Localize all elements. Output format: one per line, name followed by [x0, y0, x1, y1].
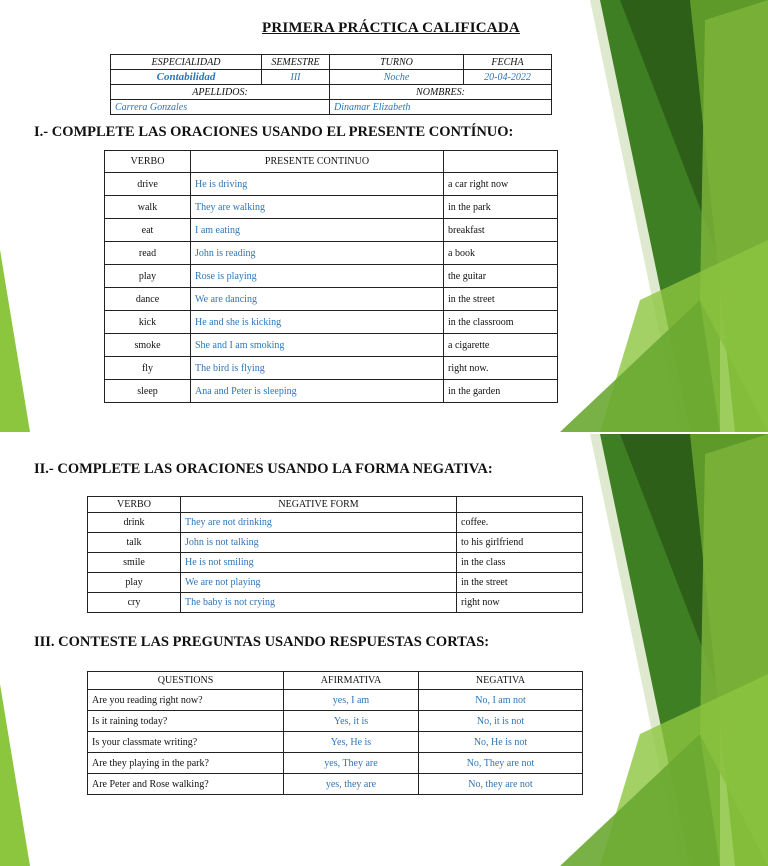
- col-header-verbo: VERBO: [88, 497, 181, 513]
- answer-cell: He is driving: [191, 173, 444, 196]
- verb-cell: drink: [88, 513, 181, 533]
- col-header-questions: QUESTIONS: [88, 672, 284, 690]
- answer-cell: I am eating: [191, 219, 444, 242]
- student-info-table: [110, 54, 552, 115]
- col-header-negative-form: NEGATIVE FORM: [181, 497, 457, 513]
- table-row: [105, 311, 558, 334]
- section-3-heading: III. CONTESTE LAS PREGUNTAS USANDO RESPUESTAS CORTAS:: [34, 634, 490, 650]
- slide-1: [0, 0, 768, 432]
- apellidos-label: APELLIDOS:: [111, 85, 330, 100]
- table-row: [105, 196, 558, 219]
- answer-cell: He is not smiling: [181, 553, 457, 573]
- complement-cell: in the garden: [444, 380, 558, 403]
- verb-cell: dance: [105, 288, 191, 311]
- apellidos-value: Carrera Gonzales: [111, 100, 330, 115]
- table-row: [88, 732, 583, 753]
- names-value-row: [111, 100, 552, 115]
- verb-cell: walk: [105, 196, 191, 219]
- complement-cell: a cigarette: [444, 334, 558, 357]
- answer-cell: Ana and Peter is sleeping: [191, 380, 444, 403]
- fecha-value: 20-04-2022: [464, 70, 552, 85]
- negative-answer-cell: No, they are not: [419, 774, 583, 795]
- info-header-especialidad: ESPECIALIDAD: [111, 55, 262, 70]
- table-row: [105, 173, 558, 196]
- verb-cell: play: [105, 265, 191, 288]
- question-cell: Are Peter and Rose walking?: [88, 774, 284, 795]
- negative-answer-cell: No, I am not: [419, 690, 583, 711]
- answer-cell: She and I am smoking: [191, 334, 444, 357]
- table-header-row: [88, 672, 583, 690]
- col-header-verbo: VERBO: [105, 151, 191, 173]
- answer-cell: Rose is playing: [191, 265, 444, 288]
- answer-cell: The baby is not crying: [181, 593, 457, 613]
- table-row: [105, 242, 558, 265]
- especialidad-value: Contabilidad: [111, 70, 262, 85]
- negative-answer-cell: No, He is not: [419, 732, 583, 753]
- table-row: [88, 593, 583, 613]
- table-row: [105, 334, 558, 357]
- info-value-row: [111, 70, 552, 85]
- verb-cell: drive: [105, 173, 191, 196]
- negative-answer-cell: No, it is not: [419, 711, 583, 732]
- table-row: [105, 357, 558, 380]
- complement-cell: in the street: [444, 288, 558, 311]
- complement-cell: a car right now: [444, 173, 558, 196]
- col-header-blank: [457, 497, 583, 513]
- nombres-label: NOMBRES:: [330, 85, 552, 100]
- info-header-fecha: FECHA: [464, 55, 552, 70]
- answer-cell: They are not drinking: [181, 513, 457, 533]
- page-title: PRIMERA PRÁCTICA CALIFICADA: [262, 20, 520, 36]
- verb-cell: smoke: [105, 334, 191, 357]
- negative-form-table: [87, 496, 583, 613]
- verb-cell: cry: [88, 593, 181, 613]
- complement-cell: right now: [457, 593, 583, 613]
- table-row: [105, 288, 558, 311]
- table-row: [88, 553, 583, 573]
- affirmative-answer-cell: yes, they are: [284, 774, 419, 795]
- complement-cell: right now.: [444, 357, 558, 380]
- question-cell: Are you reading right now?: [88, 690, 284, 711]
- nombres-value: Dinamar Elizabeth: [330, 100, 552, 115]
- col-header-negativa: NEGATIVA: [419, 672, 583, 690]
- names-label-row: [111, 85, 552, 100]
- section-2-heading: II.- COMPLETE LAS ORACIONES USANDO LA FORMA NEGATIVA:: [34, 461, 493, 477]
- answer-cell: He and she is kicking: [191, 311, 444, 334]
- table-row: [88, 573, 583, 593]
- col-header-blank: [444, 151, 558, 173]
- present-continuous-table: [104, 150, 558, 403]
- col-header-afirmativa: AFIRMATIVA: [284, 672, 419, 690]
- table-row: [88, 513, 583, 533]
- info-header-turno: TURNO: [330, 55, 464, 70]
- verb-cell: eat: [105, 219, 191, 242]
- question-cell: Are they playing in the park?: [88, 753, 284, 774]
- table-header-row: [105, 151, 558, 173]
- complement-cell: the guitar: [444, 265, 558, 288]
- verb-cell: kick: [105, 311, 191, 334]
- answer-cell: They are walking: [191, 196, 444, 219]
- table-row: [105, 219, 558, 242]
- question-cell: Is it raining today?: [88, 711, 284, 732]
- info-header-semestre: SEMESTRE: [262, 55, 330, 70]
- answer-cell: We are not playing: [181, 573, 457, 593]
- affirmative-answer-cell: yes, I am: [284, 690, 419, 711]
- negative-answer-cell: No, They are not: [419, 753, 583, 774]
- semestre-value: III: [262, 70, 330, 85]
- verb-cell: read: [105, 242, 191, 265]
- verb-cell: talk: [88, 533, 181, 553]
- complement-cell: in the park: [444, 196, 558, 219]
- table-row: [88, 711, 583, 732]
- verb-cell: sleep: [105, 380, 191, 403]
- complement-cell: in the class: [457, 553, 583, 573]
- answer-cell: The bird is flying: [191, 357, 444, 380]
- answer-cell: John is reading: [191, 242, 444, 265]
- table-header-row: [88, 497, 583, 513]
- info-header-row: [111, 55, 552, 70]
- turno-value: Noche: [330, 70, 464, 85]
- verb-cell: smile: [88, 553, 181, 573]
- section-1-heading: I.- COMPLETE LAS ORACIONES USANDO EL PRESENTE CONTÍNUO:: [34, 124, 514, 140]
- answer-cell: We are dancing: [191, 288, 444, 311]
- verb-cell: play: [88, 573, 181, 593]
- question-cell: Is your classmate writing?: [88, 732, 284, 753]
- affirmative-answer-cell: Yes, it is: [284, 711, 419, 732]
- table-row: [105, 265, 558, 288]
- table-row: [105, 380, 558, 403]
- complement-cell: coffee.: [457, 513, 583, 533]
- complement-cell: in the street: [457, 573, 583, 593]
- answer-cell: John is not talking: [181, 533, 457, 553]
- table-row: [88, 533, 583, 553]
- slide-2: [0, 434, 768, 866]
- verb-cell: fly: [105, 357, 191, 380]
- green-decoration-left: [0, 0, 40, 432]
- affirmative-answer-cell: Yes, He is: [284, 732, 419, 753]
- complement-cell: in the classroom: [444, 311, 558, 334]
- table-row: [88, 753, 583, 774]
- table-row: [88, 774, 583, 795]
- table-row: [88, 690, 583, 711]
- col-header-presente-continuo: PRESENTE CONTINUO: [191, 151, 444, 173]
- complement-cell: breakfast: [444, 219, 558, 242]
- short-answers-table: [87, 671, 583, 795]
- complement-cell: to his girlfriend: [457, 533, 583, 553]
- complement-cell: a book: [444, 242, 558, 265]
- affirmative-answer-cell: yes, They are: [284, 753, 419, 774]
